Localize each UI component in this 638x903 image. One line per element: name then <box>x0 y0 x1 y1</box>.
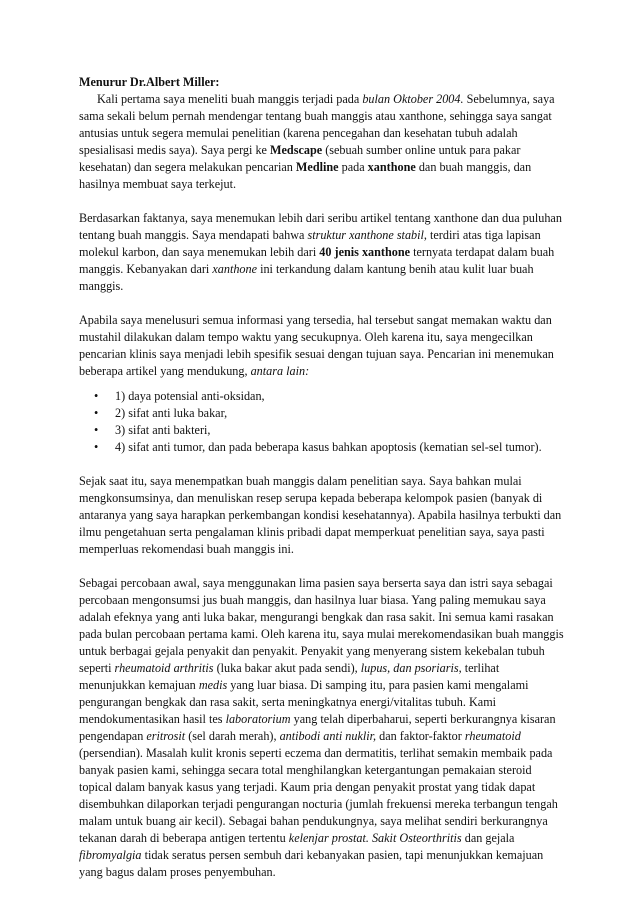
italic-run: rheumatoid arthritis <box>114 661 214 675</box>
list-spacer <box>79 380 565 388</box>
italic-run: eritrosit <box>146 729 186 743</box>
text-run: , terdiri atas tiga lapisan molekul karbon, dan saya menemukan lebih dari <box>79 228 541 259</box>
text-run: pada <box>338 160 368 174</box>
paragraph-spacer <box>79 558 565 575</box>
bold-run: 40 jenis xanthone <box>319 245 411 259</box>
text-run: dan gejala <box>461 831 515 845</box>
text-run: tidak seratus persen sembuh dari kebanyakan pasien, tapi menunjukkan kemajuan yang bagus dalam proses penyembuhan. <box>79 848 544 879</box>
paragraph-search <box>79 312 565 380</box>
findings-list <box>79 388 565 456</box>
text-run: Sebagai percobaan awal, saya menggunakan lima pasien saya berserta saya dan istri saya sebagai percobaan mengonsumsi jus buah manggis, dan hasilnya luar biasa. Yang paling memukau saya adalah efeknya yang anti luka bakar, mengurangi bengkak dan rasa sakit. Ini semua kami rasakan pada bulan percobaan pertama kami. Oleh karena itu, saya mulai merekomendasikan buah manggis untuk berbagai gejala penyakit dan penyakit. Penyakit yang menyerang sistem kekebalan tubuh seperti <box>79 576 564 675</box>
italic-run: rheumatoid <box>464 729 521 743</box>
text-run: Apabila saya menelusuri semua informasi yang tersedia, hal tersebut sangat memakan waktu dan mustahil dilakukan dalam tempo waktu yang secukupnya. Oleh karena itu, saya mengecilkan pencarian klinis saya menjadi lebih spesifik sesuai dengan tujuan saya. Pencarian ini menemukan beberapa artikel yang mendukung, <box>79 313 554 378</box>
italic-run: antara lain: <box>250 364 310 378</box>
italic-run: kelenjar prostat. Sakit Osteorthritis <box>288 831 462 845</box>
italic-run: antibodi anti nuklir, <box>279 729 377 743</box>
text-run: yang telah diperbaharui, seperti berkurangnya kisaran pengendapan <box>79 712 556 743</box>
italic-run: fibromyalgia <box>79 848 142 862</box>
italic-run: lupus, dan psoriaris, <box>360 661 462 675</box>
bold-run: Medline <box>295 160 339 174</box>
text-run: ini terkandung dalam kantung benih atau kulit luar buah manggis. <box>79 262 534 293</box>
paragraph-trial <box>79 575 565 881</box>
bold-run: Medscape <box>270 143 323 157</box>
bold-run: xanthone <box>367 160 416 174</box>
italic-run: bulan Oktober 2004. <box>362 92 464 106</box>
list-item: • 4) sifat anti tumor, dan pada beberapa kasus bahkan apoptosis (kematian sel-sel tumor). <box>79 439 565 456</box>
paragraph-since: Sejak saat itu, saya menempatkan buah manggis dalam penelitian saya. Saya bahkan mulai mengkonsumsinya, dan menuliskan resep serupa kepada beberapa kelompok pasien (banyak di antaranya yang saya harapkan perkembangan kondisi kesehatannya). Apabila hasilnya terbukti dan ilmu pengetahuan serta pengalaman klinis pribadi dapat memperkuat penelitian saya, saya pasti memperluas rekomendasi buah manggis ini. <box>79 474 562 556</box>
text-run: Berdasarkan faktanya, saya menemukan lebih dari seribu artikel tentang xanthone dan dua puluhan tentang buah manggis. Saya mendapati bahwa <box>79 211 562 242</box>
paragraph-spacer <box>79 456 565 473</box>
italic-run: xanthone <box>212 262 258 276</box>
italic-run: laboratorium <box>225 712 291 726</box>
text-run: dan faktor-faktor <box>376 729 465 743</box>
text-run: terlihat menunjukkan kemajuan <box>79 661 500 692</box>
list-item: • 1) daya potensial anti-oksidan, <box>79 388 565 405</box>
italic-run: struktur xanthone stabil <box>307 228 424 242</box>
text-run: yang luar biasa. Di samping itu, para pasien kami mengalami pengurangan bengkak dan rasa sakit, serta meningkatnya energi/vitalitas tubuh. Kami mendokumentasikan hasil tes <box>79 678 529 726</box>
paragraph-spacer <box>79 193 565 210</box>
text-run: Kali pertama saya meneliti buah manggis terjadi pada <box>97 92 363 106</box>
text-run: (sel darah merah), <box>185 729 280 743</box>
text-run: (sebuah sumber online untuk para pakar kesehatan) dan segera melakukan pencarian <box>79 143 521 174</box>
document-heading: Menurur Dr.Albert Miller: <box>79 75 220 89</box>
text-run: Sebelumnya, saya sama sekali belum pernah mendengar tentang buah manggis atau xanthone, sehingga saya sangat antusias untuk segera memulai penelitian (karena pencegahan dan kesehatan tubuh adalah spesialisasi medis saya). Saya pergi ke <box>79 92 555 157</box>
paragraph-intro <box>79 91 565 193</box>
text-run: (persendian). Masalah kulit kronis seperti eczema dan dermatitis, terlihat semakin membaik pada banyak pasien kami, sehingga secara total menghilangkan ketergantungan pemakaian steroid topical dalam banyak kasus yang terjadi. Kaum pria dengan penyakit prostat yang tidak dapat disembuhkan dilaporkan terjadi pengurangan nocturia (jumlah frekuensi mereka terbangun tengah malam untuk buang air kecil). Sebagai bahan pendukungnya, saya melihat sendiri berkurangnya tekanan darah di beberapa antigen tertentu <box>79 746 558 845</box>
paragraph-facts <box>79 210 565 295</box>
text-run: dan buah manggis, dan hasilnya membuat saya terkejut. <box>79 160 532 191</box>
list-item: • 3) sifat anti bakteri, <box>79 422 565 439</box>
text-run: (luka bakar akut pada sendi), <box>213 661 361 675</box>
list-item: • 2) sifat anti luka bakar, <box>79 405 565 422</box>
document-page <box>79 74 565 881</box>
italic-run: medis <box>198 678 228 692</box>
text-run: ternyata terdapat dalam buah manggis. Kebanyakan dari <box>79 245 555 276</box>
paragraph-spacer <box>79 295 565 312</box>
